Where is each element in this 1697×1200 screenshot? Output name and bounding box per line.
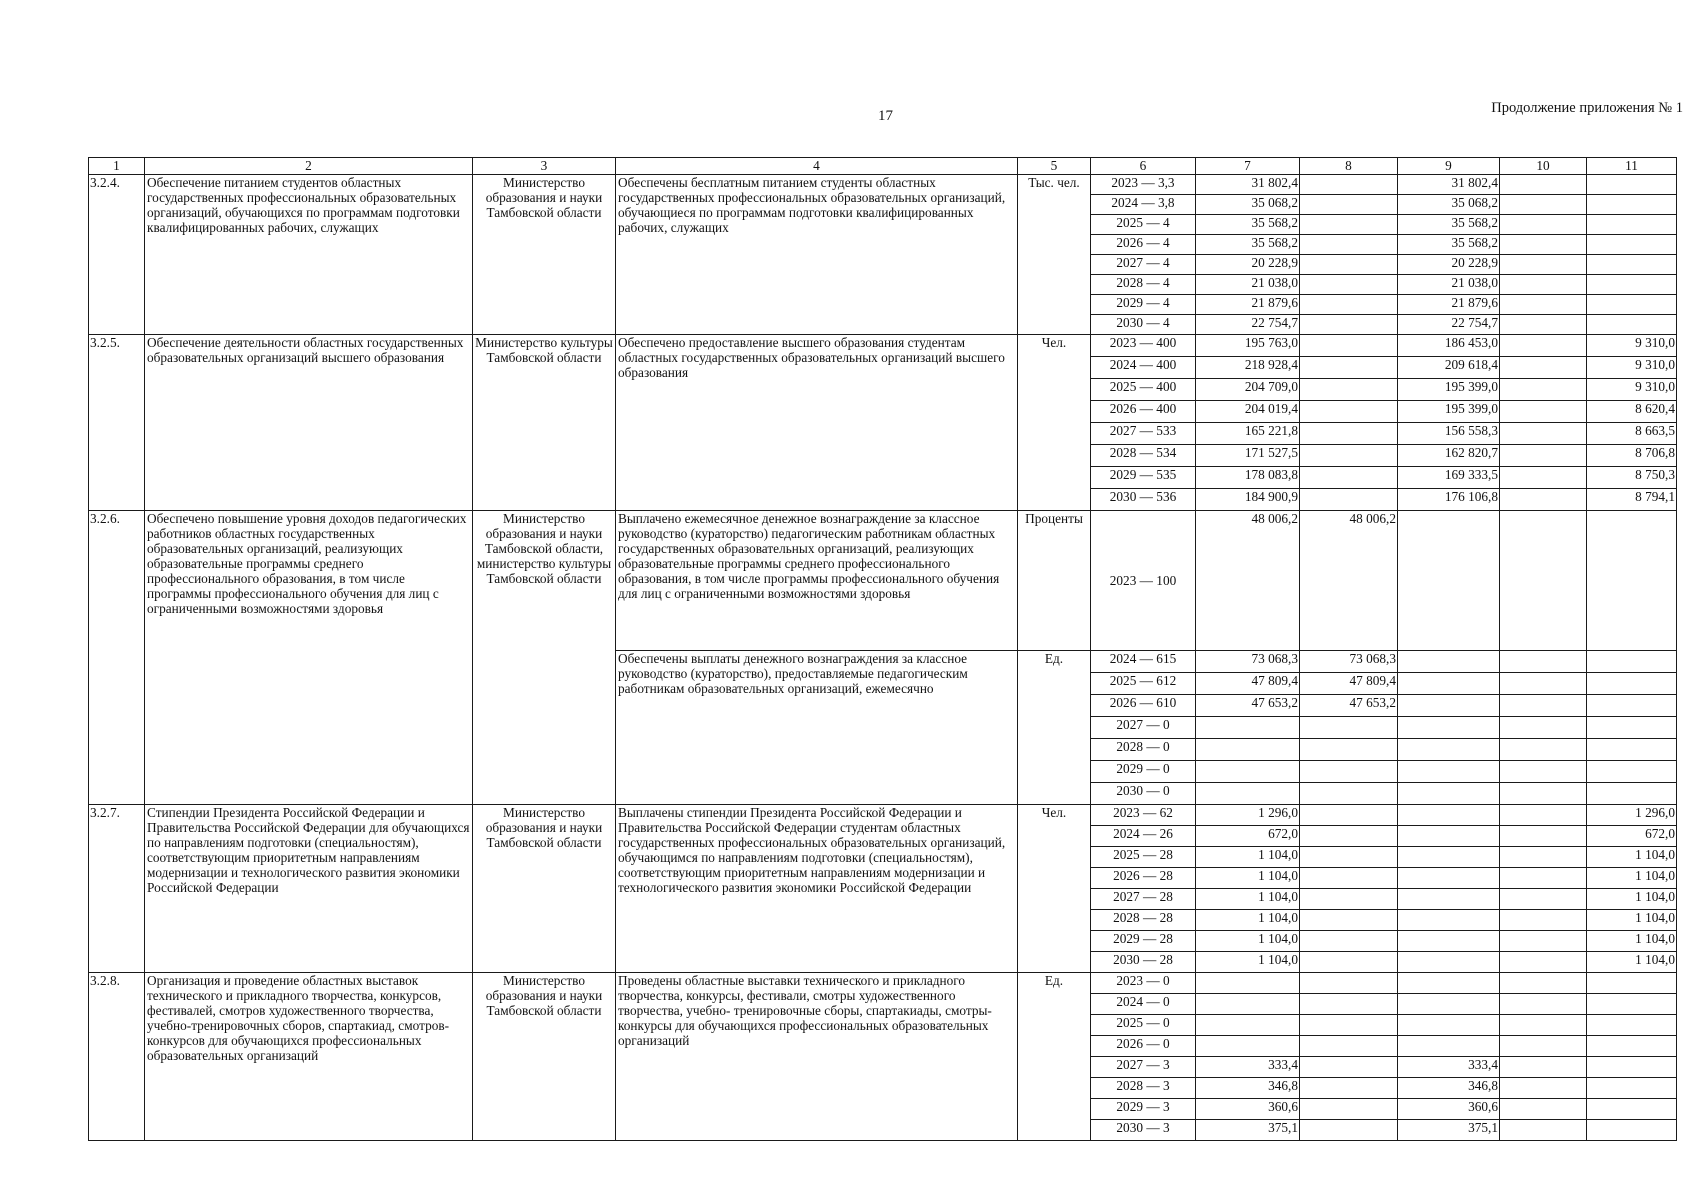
amount-c8 [1300, 717, 1398, 739]
amount-c8 [1300, 1078, 1398, 1099]
section-code: 3.2.6. [89, 511, 145, 805]
year-target: 2025 — 0 [1091, 1015, 1196, 1036]
column-header-1: 1 [89, 158, 145, 175]
amount-c9 [1398, 847, 1500, 868]
amount-c7: 346,8 [1196, 1078, 1300, 1099]
amount-c7: 178 083,8 [1196, 467, 1300, 489]
amount-c8: 47 653,2 [1300, 695, 1398, 717]
section-unit: Проценты [1018, 511, 1091, 651]
year-target: 2028 — 534 [1091, 445, 1196, 467]
amount-c7: 20 228,9 [1196, 255, 1300, 275]
amount-c9 [1398, 511, 1500, 651]
amount-c8 [1300, 335, 1398, 357]
amount-c11: 1 104,0 [1587, 931, 1677, 952]
amount-c9: 186 453,0 [1398, 335, 1500, 357]
amount-c10 [1500, 175, 1587, 195]
amount-c8: 47 809,4 [1300, 673, 1398, 695]
amount-c8 [1300, 889, 1398, 910]
continuation-note: Продолжение приложения № 1 [1491, 100, 1683, 116]
amount-c9: 35 568,2 [1398, 215, 1500, 235]
amount-c11 [1587, 215, 1677, 235]
amount-c10 [1500, 489, 1587, 511]
amount-c9: 21 879,6 [1398, 295, 1500, 315]
amount-c11: 672,0 [1587, 826, 1677, 847]
amount-c10 [1500, 275, 1587, 295]
amount-c11 [1587, 761, 1677, 783]
amount-c10 [1500, 1099, 1587, 1120]
year-target: 2028 — 28 [1091, 910, 1196, 931]
amount-c8 [1300, 994, 1398, 1015]
section-code: 3.2.4. [89, 175, 145, 335]
year-target: 2030 — 28 [1091, 952, 1196, 973]
amount-c11 [1587, 255, 1677, 275]
amount-c7 [1196, 761, 1300, 783]
amount-c8 [1300, 445, 1398, 467]
year-target: 2026 — 28 [1091, 868, 1196, 889]
year-target: 2024 — 26 [1091, 826, 1196, 847]
program-table [88, 157, 1677, 1141]
year-target: 2023 — 100 [1091, 511, 1196, 651]
amount-c11 [1587, 511, 1677, 651]
amount-c9 [1398, 651, 1500, 673]
year-target: 2027 — 28 [1091, 889, 1196, 910]
section-result: Выплачены стипендии Президента Российской Федерации и Правительства Российской Федерации студентам областных государственных профессиональных образовательных организаций, обучающимся по направлениям подготовки (специальностям), соответствующим приоритетным направлениям модернизации и технологического развития экономики Российской Федерации [616, 805, 1018, 973]
amount-c9 [1398, 931, 1500, 952]
section-result: Выплачено ежемесячное денежное вознаграждение за классное руководство (кураторство) педагогическим работникам областных государственных образовательных организаций, реализующих образовательные программы среднего профессионального образования, в том числе программы профессионального обучения для лиц с ограниченными возможностями здоровья [616, 511, 1018, 651]
amount-c7: 1 296,0 [1196, 805, 1300, 826]
amount-c11: 9 310,0 [1587, 335, 1677, 357]
amount-c8 [1300, 175, 1398, 195]
amount-c10 [1500, 910, 1587, 931]
column-header-10: 10 [1500, 158, 1587, 175]
table-row [89, 805, 1677, 826]
amount-c9: 169 333,5 [1398, 467, 1500, 489]
amount-c11: 1 104,0 [1587, 910, 1677, 931]
amount-c11 [1587, 673, 1677, 695]
year-target: 2023 — 62 [1091, 805, 1196, 826]
amount-c11: 9 310,0 [1587, 357, 1677, 379]
amount-c11 [1587, 1036, 1677, 1057]
amount-c7: 47 809,4 [1196, 673, 1300, 695]
amount-c9 [1398, 717, 1500, 739]
amount-c7: 22 754,7 [1196, 315, 1300, 335]
amount-c8 [1300, 489, 1398, 511]
amount-c11 [1587, 651, 1677, 673]
column-header-row [89, 158, 1677, 175]
amount-c11 [1587, 695, 1677, 717]
amount-c8 [1300, 1036, 1398, 1057]
amount-c9: 156 558,3 [1398, 423, 1500, 445]
column-header-2: 2 [145, 158, 473, 175]
amount-c7: 195 763,0 [1196, 335, 1300, 357]
amount-c11 [1587, 275, 1677, 295]
amount-c11 [1587, 315, 1677, 335]
amount-c7: 218 928,4 [1196, 357, 1300, 379]
amount-c7: 1 104,0 [1196, 889, 1300, 910]
year-target: 2023 — 400 [1091, 335, 1196, 357]
amount-c8 [1300, 826, 1398, 847]
amount-c9: 195 399,0 [1398, 379, 1500, 401]
amount-c8 [1300, 1057, 1398, 1078]
amount-c9: 176 106,8 [1398, 489, 1500, 511]
amount-c9 [1398, 761, 1500, 783]
amount-c10 [1500, 445, 1587, 467]
amount-c8 [1300, 295, 1398, 315]
section-responsible: Министерство образования и науки Тамбовской области, министерство культуры Тамбовской области [473, 511, 616, 805]
year-target: 2027 — 3 [1091, 1057, 1196, 1078]
amount-c7: 360,6 [1196, 1099, 1300, 1120]
amount-c9 [1398, 695, 1500, 717]
year-target: 2029 — 0 [1091, 761, 1196, 783]
amount-c7: 31 802,4 [1196, 175, 1300, 195]
amount-c7: 184 900,9 [1196, 489, 1300, 511]
year-target: 2030 — 4 [1091, 315, 1196, 335]
year-target: 2024 — 3,8 [1091, 195, 1196, 215]
year-target: 2027 — 4 [1091, 255, 1196, 275]
amount-c11 [1587, 1057, 1677, 1078]
amount-c10 [1500, 717, 1587, 739]
amount-c7: 1 104,0 [1196, 868, 1300, 889]
amount-c7 [1196, 973, 1300, 994]
section-unit: Чел. [1018, 805, 1091, 973]
amount-c10 [1500, 994, 1587, 1015]
amount-c10 [1500, 739, 1587, 761]
amount-c9: 195 399,0 [1398, 401, 1500, 423]
section-responsible: Министерство культуры Тамбовской области [473, 335, 616, 511]
amount-c8 [1300, 1015, 1398, 1036]
section-result: Проведены областные выставки технического и прикладного творчества, конкурсы, фестивали, смотры художественного творчества, учебно- тренировочные сборы, спартакиады, смотры-конкурсы для обучающихся профессиональных образовательных организаций [616, 973, 1018, 1141]
amount-c11: 1 104,0 [1587, 847, 1677, 868]
amount-c11: 1 104,0 [1587, 868, 1677, 889]
amount-c11 [1587, 783, 1677, 805]
amount-c10 [1500, 295, 1587, 315]
year-target: 2023 — 3,3 [1091, 175, 1196, 195]
amount-c9: 209 618,4 [1398, 357, 1500, 379]
amount-c10 [1500, 401, 1587, 423]
amount-c10 [1500, 826, 1587, 847]
amount-c9 [1398, 1036, 1500, 1057]
year-target: 2027 — 0 [1091, 717, 1196, 739]
amount-c8 [1300, 467, 1398, 489]
section-name: Обеспечено повышение уровня доходов педагогических работников областных государственных образовательных организаций, реализующих образовательные программы среднего профессионального образования, в том числе программы профессионального обучения для лиц с ограниченными возможностями здоровья [145, 511, 473, 805]
year-target: 2024 — 615 [1091, 651, 1196, 673]
year-target: 2027 — 533 [1091, 423, 1196, 445]
amount-c8 [1300, 931, 1398, 952]
year-target: 2029 — 3 [1091, 1099, 1196, 1120]
amount-c7: 21 038,0 [1196, 275, 1300, 295]
amount-c7 [1196, 1015, 1300, 1036]
year-target: 2025 — 28 [1091, 847, 1196, 868]
amount-c11 [1587, 175, 1677, 195]
section-result: Обеспечены бесплатным питанием студенты областных государственных профессиональных образовательных организаций, обучающиеся по программам подготовки квалифицированных рабочих, служащих [616, 175, 1018, 335]
amount-c11 [1587, 195, 1677, 215]
amount-c9: 31 802,4 [1398, 175, 1500, 195]
section-unit: Чел. [1018, 335, 1091, 511]
amount-c11 [1587, 1099, 1677, 1120]
table-row [89, 175, 1677, 195]
amount-c10 [1500, 195, 1587, 215]
year-target: 2026 — 610 [1091, 695, 1196, 717]
table-row [89, 973, 1677, 994]
amount-c7 [1196, 783, 1300, 805]
amount-c10 [1500, 1015, 1587, 1036]
amount-c11: 1 104,0 [1587, 952, 1677, 973]
amount-c9 [1398, 889, 1500, 910]
amount-c9 [1398, 952, 1500, 973]
amount-c10 [1500, 889, 1587, 910]
amount-c8: 48 006,2 [1300, 511, 1398, 651]
amount-c9: 22 754,7 [1398, 315, 1500, 335]
amount-c10 [1500, 695, 1587, 717]
amount-c10 [1500, 215, 1587, 235]
year-target: 2028 — 0 [1091, 739, 1196, 761]
year-target: 2025 — 400 [1091, 379, 1196, 401]
amount-c8: 73 068,3 [1300, 651, 1398, 673]
amount-c8 [1300, 783, 1398, 805]
amount-c7 [1196, 1036, 1300, 1057]
year-target: 2028 — 4 [1091, 275, 1196, 295]
amount-c9 [1398, 826, 1500, 847]
year-target: 2030 — 536 [1091, 489, 1196, 511]
amount-c9 [1398, 910, 1500, 931]
amount-c11 [1587, 994, 1677, 1015]
section-code: 3.2.8. [89, 973, 145, 1141]
amount-c8 [1300, 315, 1398, 335]
amount-c11: 8 663,5 [1587, 423, 1677, 445]
column-header-6: 6 [1091, 158, 1196, 175]
amount-c10 [1500, 973, 1587, 994]
amount-c11 [1587, 717, 1677, 739]
amount-c10 [1500, 423, 1587, 445]
amount-c11 [1587, 295, 1677, 315]
table-row [89, 335, 1677, 357]
section-result: Обеспечены выплаты денежного вознаграждения за классное руководство (кураторство), предоставляемые педагогическим работникам образовательных организаций, ежемесячно [616, 651, 1018, 805]
year-target: 2026 — 0 [1091, 1036, 1196, 1057]
amount-c11 [1587, 1015, 1677, 1036]
column-header-9: 9 [1398, 158, 1500, 175]
year-target: 2029 — 4 [1091, 295, 1196, 315]
amount-c8 [1300, 423, 1398, 445]
year-target: 2024 — 400 [1091, 357, 1196, 379]
amount-c8 [1300, 805, 1398, 826]
amount-c11: 9 310,0 [1587, 379, 1677, 401]
amount-c8 [1300, 275, 1398, 295]
amount-c10 [1500, 783, 1587, 805]
amount-c10 [1500, 847, 1587, 868]
column-header-8: 8 [1300, 158, 1398, 175]
amount-c9: 333,4 [1398, 1057, 1500, 1078]
amount-c9: 35 568,2 [1398, 235, 1500, 255]
section-result: Обеспечено предоставление высшего образования студентам областных государственных образовательных организаций высшего образования [616, 335, 1018, 511]
amount-c7: 35 568,2 [1196, 235, 1300, 255]
amount-c10 [1500, 1120, 1587, 1141]
year-target: 2029 — 28 [1091, 931, 1196, 952]
amount-c8 [1300, 1120, 1398, 1141]
year-target: 2030 — 3 [1091, 1120, 1196, 1141]
amount-c11: 8 794,1 [1587, 489, 1677, 511]
year-target: 2025 — 612 [1091, 673, 1196, 695]
year-target: 2028 — 3 [1091, 1078, 1196, 1099]
amount-c10 [1500, 335, 1587, 357]
column-header-7: 7 [1196, 158, 1300, 175]
amount-c8 [1300, 195, 1398, 215]
year-target: 2029 — 535 [1091, 467, 1196, 489]
amount-c7: 35 068,2 [1196, 195, 1300, 215]
table-body [89, 175, 1677, 1141]
section-responsible: Министерство образования и науки Тамбовской области [473, 805, 616, 973]
amount-c8 [1300, 761, 1398, 783]
page-number: 17 [878, 108, 893, 124]
amount-c7: 1 104,0 [1196, 847, 1300, 868]
amount-c11: 1 104,0 [1587, 889, 1677, 910]
table-row [89, 511, 1677, 651]
amount-c7: 171 527,5 [1196, 445, 1300, 467]
amount-c10 [1500, 379, 1587, 401]
amount-c8 [1300, 255, 1398, 275]
year-target: 2026 — 4 [1091, 235, 1196, 255]
amount-c9 [1398, 994, 1500, 1015]
amount-c7: 35 568,2 [1196, 215, 1300, 235]
amount-c7 [1196, 717, 1300, 739]
amount-c11 [1587, 235, 1677, 255]
amount-c10 [1500, 1078, 1587, 1099]
amount-c10 [1500, 761, 1587, 783]
amount-c9 [1398, 805, 1500, 826]
column-header-3: 3 [473, 158, 616, 175]
amount-c8 [1300, 235, 1398, 255]
amount-c7: 165 221,8 [1196, 423, 1300, 445]
amount-c10 [1500, 511, 1587, 651]
section-responsible: Министерство образования и науки Тамбовской области [473, 973, 616, 1141]
amount-c9 [1398, 739, 1500, 761]
amount-c10 [1500, 315, 1587, 335]
amount-c8 [1300, 973, 1398, 994]
section-name: Обеспечение питанием студентов областных государственных профессиональных образовательных организаций, обучающихся по программам подготовки квалифицированных рабочих, служащих [145, 175, 473, 335]
amount-c10 [1500, 357, 1587, 379]
amount-c8 [1300, 952, 1398, 973]
amount-c10 [1500, 467, 1587, 489]
amount-c8 [1300, 847, 1398, 868]
amount-c11 [1587, 1120, 1677, 1141]
amount-c8 [1300, 910, 1398, 931]
amount-c9 [1398, 868, 1500, 889]
section-name: Организация и проведение областных выставок технического и прикладного творчества, конкурсов, фестивалей, смотров художественного творчества, учебно-тренировочных сборов, спартакиад, смотров-конкурсов для обучающихся профессиональных образовательных организаций [145, 973, 473, 1141]
amount-c8 [1300, 401, 1398, 423]
amount-c7: 375,1 [1196, 1120, 1300, 1141]
amount-c7: 73 068,3 [1196, 651, 1300, 673]
section-unit: Ед. [1018, 651, 1091, 805]
amount-c9: 360,6 [1398, 1099, 1500, 1120]
year-target: 2024 — 0 [1091, 994, 1196, 1015]
amount-c8 [1300, 1099, 1398, 1120]
amount-c9: 346,8 [1398, 1078, 1500, 1099]
amount-c11: 8 750,3 [1587, 467, 1677, 489]
amount-c7: 1 104,0 [1196, 910, 1300, 931]
amount-c8 [1300, 357, 1398, 379]
amount-c10 [1500, 931, 1587, 952]
section-code: 3.2.7. [89, 805, 145, 973]
amount-c11 [1587, 973, 1677, 994]
amount-c7: 47 653,2 [1196, 695, 1300, 717]
amount-c11: 1 296,0 [1587, 805, 1677, 826]
amount-c11: 8 620,4 [1587, 401, 1677, 423]
section-code: 3.2.5. [89, 335, 145, 511]
amount-c10 [1500, 868, 1587, 889]
amount-c10 [1500, 673, 1587, 695]
section-unit: Ед. [1018, 973, 1091, 1141]
amount-c7: 1 104,0 [1196, 952, 1300, 973]
year-target: 2030 — 0 [1091, 783, 1196, 805]
amount-c10 [1500, 255, 1587, 275]
amount-c7: 21 879,6 [1196, 295, 1300, 315]
amount-c8 [1300, 739, 1398, 761]
amount-c9: 35 068,2 [1398, 195, 1500, 215]
section-name: Обеспечение деятельности областных государственных образовательных организаций высшего образования [145, 335, 473, 511]
amount-c7: 1 104,0 [1196, 931, 1300, 952]
amount-c11 [1587, 739, 1677, 761]
amount-c9 [1398, 783, 1500, 805]
amount-c9: 162 820,7 [1398, 445, 1500, 467]
amount-c7: 48 006,2 [1196, 511, 1300, 651]
amount-c7: 333,4 [1196, 1057, 1300, 1078]
year-target: 2025 — 4 [1091, 215, 1196, 235]
year-target: 2026 — 400 [1091, 401, 1196, 423]
amount-c7 [1196, 739, 1300, 761]
amount-c9 [1398, 973, 1500, 994]
amount-c10 [1500, 1036, 1587, 1057]
amount-c9 [1398, 673, 1500, 695]
section-responsible: Министерство образования и науки Тамбовской области [473, 175, 616, 335]
column-header-5: 5 [1018, 158, 1091, 175]
amount-c7 [1196, 994, 1300, 1015]
year-target: 2023 — 0 [1091, 973, 1196, 994]
amount-c7: 204 019,4 [1196, 401, 1300, 423]
amount-c9: 375,1 [1398, 1120, 1500, 1141]
amount-c11: 8 706,8 [1587, 445, 1677, 467]
amount-c8 [1300, 215, 1398, 235]
section-unit: Тыс. чел. [1018, 175, 1091, 335]
column-header-4: 4 [616, 158, 1018, 175]
amount-c7: 204 709,0 [1196, 379, 1300, 401]
amount-c8 [1300, 379, 1398, 401]
amount-c10 [1500, 651, 1587, 673]
section-name: Стипендии Президента Российской Федерации и Правительства Российской Федерации для обучающихся по направлениям подготовки (специальностям), соответствующим приоритетным направлениям модернизации и технологического развития экономики Российской Федерации [145, 805, 473, 973]
amount-c7: 672,0 [1196, 826, 1300, 847]
amount-c9: 21 038,0 [1398, 275, 1500, 295]
amount-c8 [1300, 868, 1398, 889]
amount-c9: 20 228,9 [1398, 255, 1500, 275]
amount-c10 [1500, 952, 1587, 973]
amount-c10 [1500, 235, 1587, 255]
amount-c11 [1587, 1078, 1677, 1099]
amount-c10 [1500, 1057, 1587, 1078]
amount-c10 [1500, 805, 1587, 826]
column-header-11: 11 [1587, 158, 1677, 175]
amount-c9 [1398, 1015, 1500, 1036]
